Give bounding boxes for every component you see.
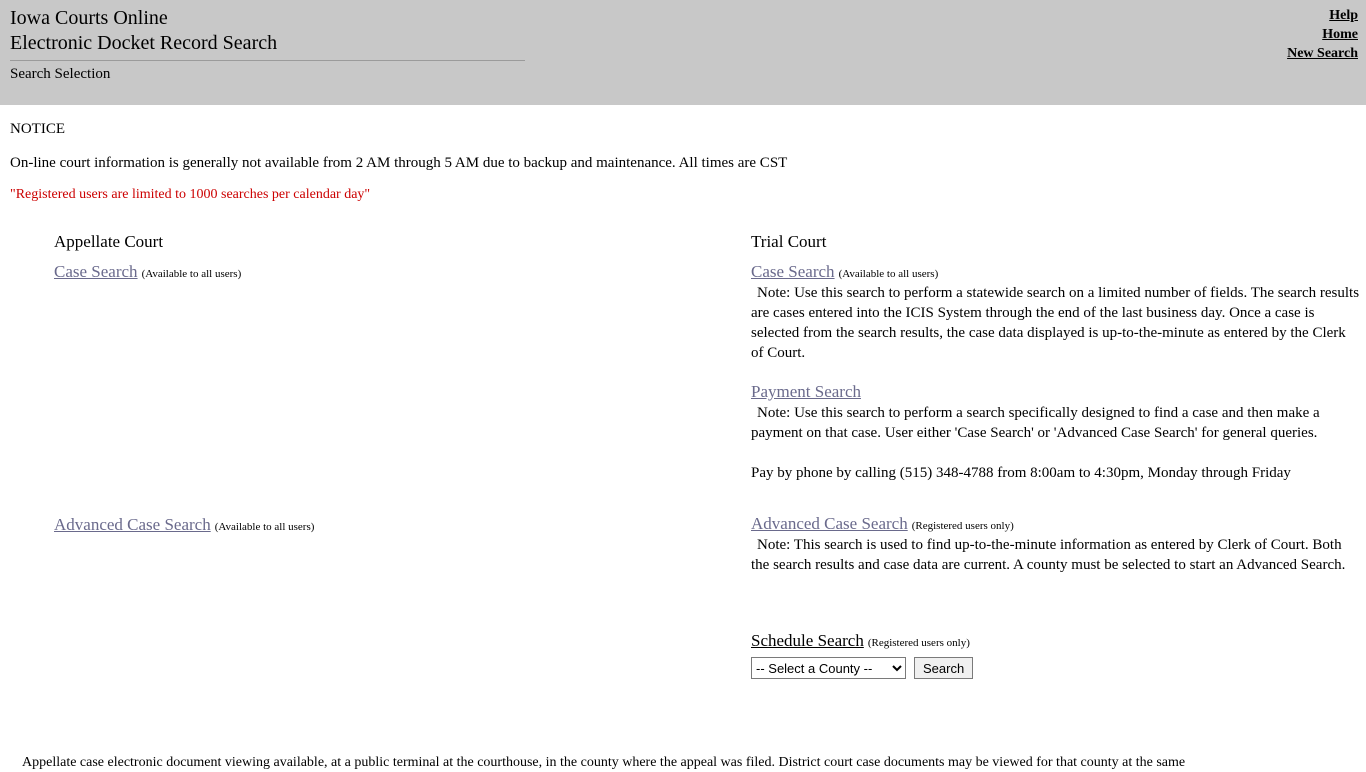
trial-payment-search-note-text: Note: Use this search to perform a search specifically designed to find a case and then make a payment on that case. User either 'Case Search' or 'Advanced Case Search' for general queries. [751, 405, 1320, 441]
notice-hours-text: On-line court information is generally not available from 2 AM through 5 AM due to backup and maintenance. All times are CST [10, 155, 788, 171]
schedule-search-availability: (Registered users only) [867, 637, 970, 649]
schedule-search-controls [751, 657, 973, 679]
breadcrumb: Search Selection [10, 66, 111, 82]
schedule-search-block [751, 631, 973, 679]
trial-advanced-case-search-availability: (Registered users only) [911, 520, 1014, 532]
notice-limit-text: "Registered users are limited to 1000 searches per calendar day" [10, 187, 371, 202]
trial-case-search-availability: (Available to all users) [838, 268, 939, 280]
trial-case-search-note [751, 283, 1361, 363]
pay-by-phone-text: Pay by phone by calling (515) 348-4788 from 8:00am to 4:30pm, Monday through Friday [751, 465, 1291, 481]
trial-case-search-row [751, 262, 1361, 282]
trial-advanced-case-search-link[interactable]: Advanced Case Search [751, 514, 908, 533]
appellate-court-column [54, 231, 714, 534]
site-title: Iowa Courts Online [10, 7, 168, 29]
trial-advanced-case-search-note [751, 535, 1361, 575]
search-options-area [0, 231, 1366, 711]
footer-note: Appellate case electronic document viewing available, at a public terminal at the courthouse, in the county where the appeal was filed. District court case documents may be viewed for that county at the same [22, 755, 1186, 770]
trial-court-heading: Trial Court [751, 232, 827, 251]
schedule-search-row [751, 631, 973, 651]
trial-advanced-case-search-block [751, 514, 1361, 575]
notice-heading: NOTICE [10, 121, 65, 137]
help-link[interactable]: Help [1329, 8, 1358, 23]
trial-case-search-note-text: Note: Use this search to perform a statewide search on a limited number of fields. The search results are cases entered into the ICIS System through the end of the last business day. Once a case is selected from the search results, the case data displayed is up-to-the-minute as entered by the Clerk of Court. [751, 285, 1360, 361]
trial-payment-search-link[interactable]: Payment Search [751, 382, 861, 401]
new-search-link[interactable]: New Search [1287, 46, 1358, 61]
trial-case-search-link[interactable]: Case Search [751, 262, 835, 281]
page-title: Electronic Docket Record Search [10, 32, 278, 54]
appellate-advanced-case-search-link[interactable]: Advanced Case Search [54, 515, 211, 534]
schedule-search-link[interactable]: Schedule Search [751, 631, 864, 650]
appellate-court-heading: Appellate Court [54, 232, 164, 251]
appellate-advanced-case-search-availability: (Available to all users) [214, 521, 315, 533]
appellate-case-search-row [54, 262, 714, 282]
trial-payment-search-note [751, 403, 1361, 443]
spacer [751, 363, 1361, 382]
trial-advanced-case-search-note-text: Note: This search is used to find up-to-the-minute information as entered by Clerk of Court. Both the search results and case data are current. A county must be selected to start an Advanced Search. [751, 537, 1346, 573]
trial-advanced-case-search-row [751, 514, 1361, 534]
header-title-group [0, 0, 1366, 56]
trial-payment-search-row [751, 382, 1361, 402]
appellate-case-search-link[interactable]: Case Search [54, 262, 138, 281]
appellate-case-search-availability: (Available to all users) [141, 268, 242, 280]
header-nav-links [1287, 6, 1358, 63]
page-header [0, 0, 1366, 105]
schedule-search-button[interactable]: Search [914, 657, 973, 679]
trial-court-column [751, 231, 1361, 676]
county-select[interactable] [751, 657, 906, 679]
appellate-advanced-case-search-row [54, 515, 314, 535]
home-link[interactable]: Home [1322, 27, 1358, 42]
notice-section [0, 105, 1366, 203]
